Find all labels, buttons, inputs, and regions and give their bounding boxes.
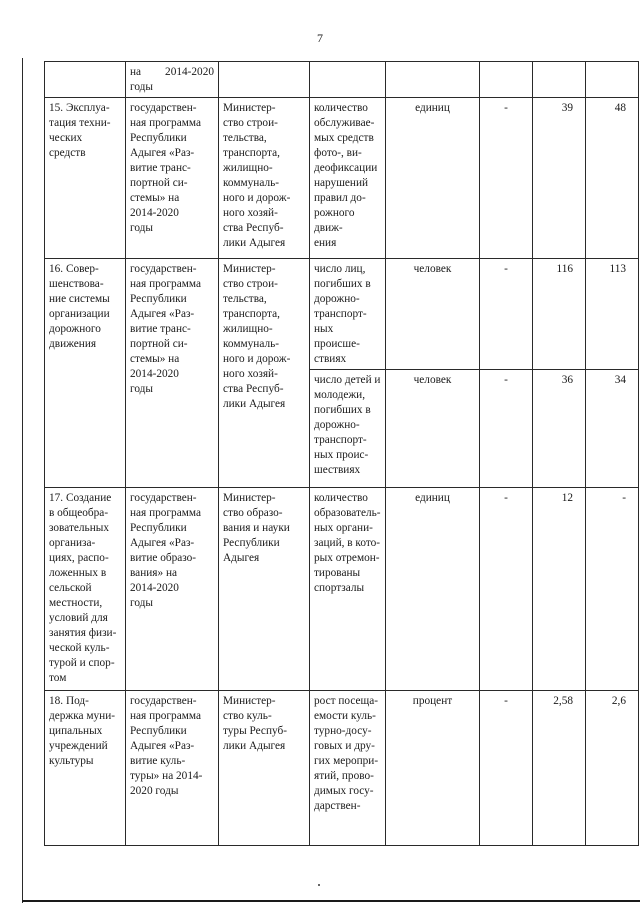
table-row [45, 488, 639, 691]
cell-value-2: 2,6 [586, 691, 639, 846]
cell-event: 18. Под- держка муни- ципальных учреждений культуры [45, 691, 126, 846]
scan-speck [318, 884, 320, 886]
cell-program: государствен- ная программа Республики Адыгея «Раз- витие куль- туры» на 2014- 2020 годы [126, 691, 219, 846]
cell-executor [219, 62, 310, 98]
cell-indicator: число лиц, погибших в дорожно- транспорт- ных происше- ствиях [310, 259, 386, 370]
cell-unit: единиц [386, 98, 480, 259]
table-row [45, 98, 639, 259]
scan-edge-line [22, 58, 23, 903]
cell-base-value: - [480, 691, 533, 846]
indicators-table [44, 61, 639, 846]
cell-program: государствен- ная программа Республики Адыгея «Раз- витие транс- портной си- стемы» на 2014-2020 годы [126, 98, 219, 259]
cell-program: на 2014-2020 годы [126, 62, 219, 98]
table-row [45, 259, 639, 370]
cell-event [45, 62, 126, 98]
cell-value-1: 12 [533, 488, 586, 691]
cell-unit [386, 62, 480, 98]
cell-base-value: - [480, 488, 533, 691]
cell-event: 15. Эксплуа- тация техни- ческих средств [45, 98, 126, 259]
cell-base-value: - [480, 98, 533, 259]
cell-value-2: - [586, 488, 639, 691]
cell-value-2: 48 [586, 98, 639, 259]
cell-indicator: количество обслуживае- мых средств фото-, ви- деофиксации нарушений правил до- рожного движ- ения [310, 98, 386, 259]
cell-value-1 [533, 62, 586, 98]
cell-executor: Министер- ство куль- туры Респуб- лики Адыгея [219, 691, 310, 846]
cell-event: 17. Создание в общеобра- зовательных организа- циях, распо- ложенных в сельской местности, условий для занятия физи- ческой куль- турой и спор- том [45, 488, 126, 691]
cell-base-value: - [480, 259, 533, 370]
cell-unit: процент [386, 691, 480, 846]
cell-executor: Министер- ство образо- вания и науки Республики Адыгея [219, 488, 310, 691]
scan-bottom-line [22, 900, 640, 902]
cell-value-2: 113 [586, 259, 639, 370]
cell-unit: человек [386, 370, 480, 488]
cell-indicator: рост посеща- емости куль- турно-досу- говых и дру- гих меропри- ятий, прово- димых госу- дарствен- [310, 691, 386, 846]
cell-value-1: 36 [533, 370, 586, 488]
cell-indicator [310, 62, 386, 98]
cell-indicator: количество образователь- ных органи- заций, в кото- рых отремон- тированы спортзалы [310, 488, 386, 691]
cell-program: государствен- ная программа Республики Адыгея «Раз- витие образо- вания» на 2014-2020 годы [126, 488, 219, 691]
cell-value-2: 34 [586, 370, 639, 488]
cell-program: государствен- ная программа Республики Адыгея «Раз- витие транс- портной си- стемы» на 2014-2020 годы [126, 259, 219, 488]
cell-value-1: 116 [533, 259, 586, 370]
cell-base-value: - [480, 370, 533, 488]
cell-executor: Министер- ство строи- тельства, транспорта, жилищно- коммуналь- ного и дорож- ного хозяй- ства Респуб- лики Адыгея [219, 259, 310, 488]
cell-value-1: 2,58 [533, 691, 586, 846]
cell-value-2 [586, 62, 639, 98]
cell-executor: Министер- ство строи- тельства, транспорта, жилищно- коммуналь- ного и дорож- ного хозяй- ства Респуб- лики Адыгея [219, 98, 310, 259]
cell-unit: человек [386, 259, 480, 370]
page-number: 7 [317, 31, 323, 45]
table-row [45, 62, 639, 98]
cell-indicator: число детей и молодежи, погибших в дорожно- транспорт- ных проис- шествиях [310, 370, 386, 488]
cell-unit: единиц [386, 488, 480, 691]
cell-event: 16. Совер- шенствова- ние системы организации дорожного движения [45, 259, 126, 488]
cell-value-1: 39 [533, 98, 586, 259]
table-row [45, 691, 639, 846]
cell-base-value [480, 62, 533, 98]
